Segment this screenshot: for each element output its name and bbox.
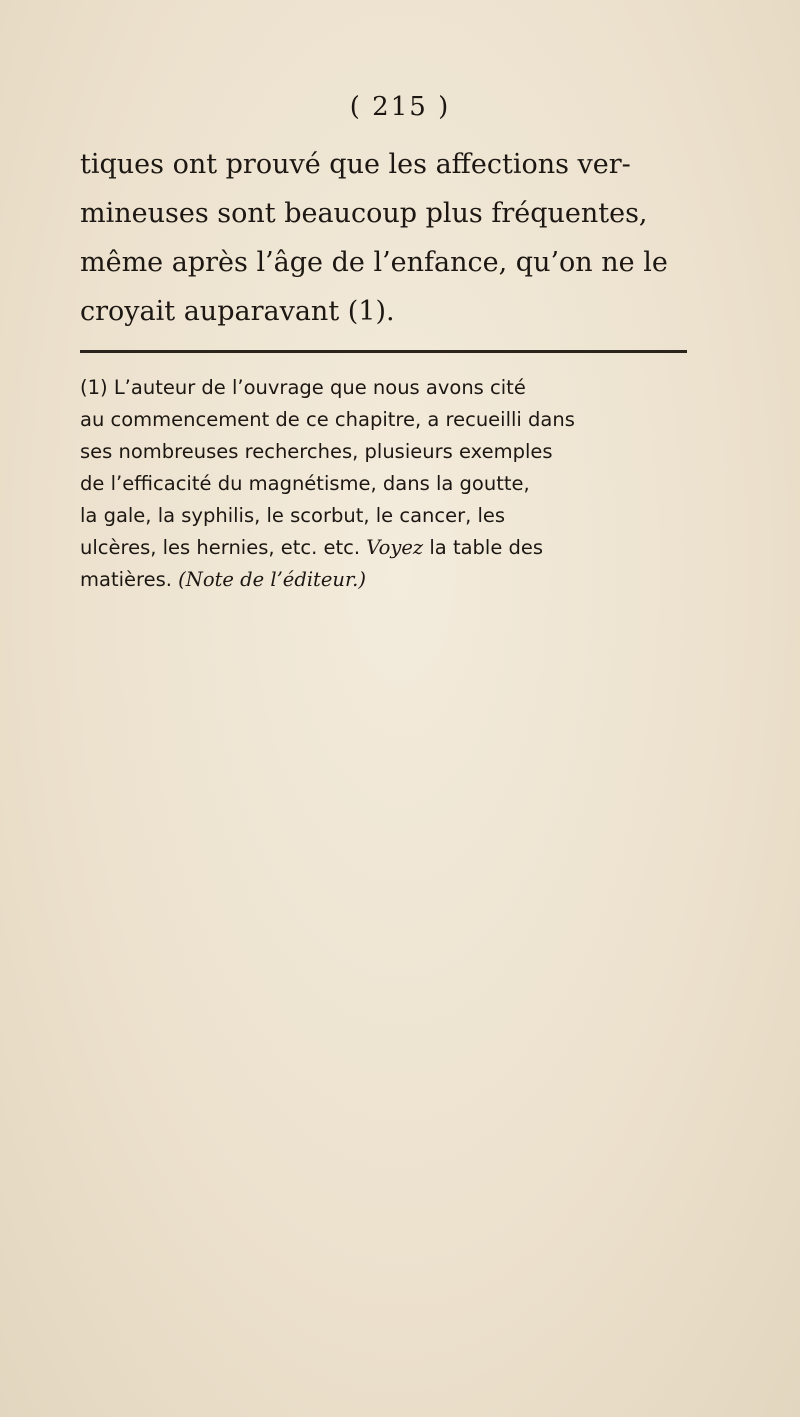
page-number: ( 215 ) xyxy=(349,92,451,122)
footnote-line xyxy=(80,532,690,564)
footnote xyxy=(80,372,690,596)
table-reference: la table des xyxy=(429,536,544,559)
footnote-line: la gale, la syphilis, le scorbut, le cancer, les xyxy=(80,504,506,527)
footnote-line-text: ulcères, les hernies, etc. etc. xyxy=(80,536,361,559)
body-line: croyait auparavant (1). xyxy=(80,296,395,327)
body-line: mineuses sont beaucoup plus fréquentes, xyxy=(80,198,648,229)
body-line: tiques ont prouvé que les affections ver- xyxy=(80,149,631,180)
footnote-line: (1) L’auteur de l’ouvrage que nous avons cité xyxy=(80,376,526,399)
body-text xyxy=(80,140,680,336)
footnote-line: de l’efficacité du magnétisme, dans la goutte, xyxy=(80,472,530,495)
footnote-line-start: matières. xyxy=(80,568,172,591)
footnote-line xyxy=(80,564,690,596)
editor-note: (Note de l’éditeur.) xyxy=(178,568,366,591)
footnote-line: au commencement de ce chapitre, a recueilli dans xyxy=(80,408,575,431)
body-line: même après l’âge de l’enfance, qu’on ne le xyxy=(80,247,668,278)
footnote-separator-rule xyxy=(80,350,687,353)
footnote-line: ses nombreuses recherches, plusieurs exemples xyxy=(80,440,553,463)
voyez-italic: Voyez xyxy=(366,536,424,559)
